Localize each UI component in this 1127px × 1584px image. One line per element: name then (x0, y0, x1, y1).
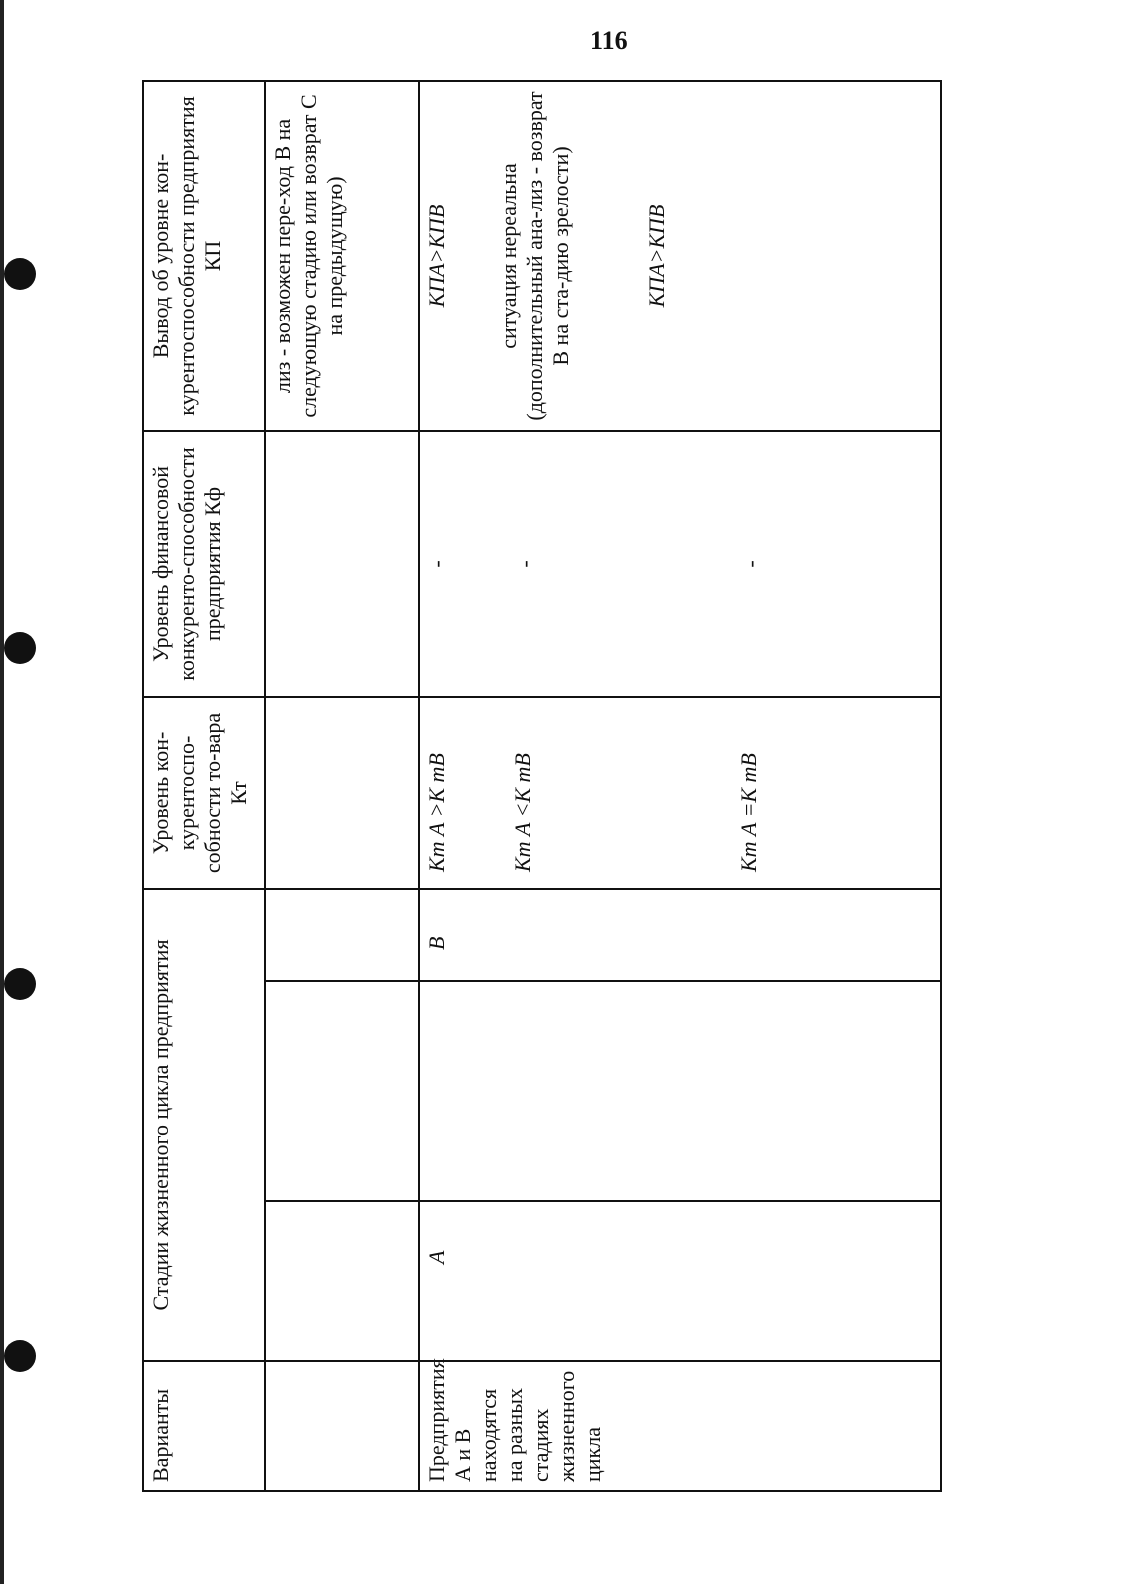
empty-cell (265, 1361, 419, 1491)
empty-cell (265, 431, 419, 697)
empty-cell (265, 981, 419, 1201)
product-value: Кт A <К тB (509, 753, 535, 872)
punch-hole (4, 968, 36, 1000)
header-variants: Варианты (143, 1361, 265, 1491)
empty-cell (265, 1201, 419, 1361)
header-product-level: Уровень кон-курентоспо-собности то-вара Кт (143, 697, 265, 889)
stage-middle (419, 981, 941, 1201)
header-conclusion: Вывод об уровне кон-курентоспособности предприятия КП (143, 81, 265, 431)
competitiveness-table (142, 80, 942, 1492)
product-value: Кт A >К тB (424, 753, 449, 872)
rotated-table (142, 82, 942, 1492)
punch-hole (4, 632, 36, 664)
empty-cell (265, 697, 419, 889)
variant-label: Предприятия А и В находятся на разных стадиях жизненного цикла (419, 1361, 941, 1491)
empty-cell (265, 889, 419, 981)
financial-value: - (511, 560, 537, 568)
product-level-cell (419, 697, 941, 889)
header-lifecycle: Стадии жизненного цикла предприятия (143, 889, 265, 1361)
continuation-text: лиз - возможен пере-ход В на следующую стадию или возврат С на предыдущую) (265, 81, 419, 431)
conclusion-cell (419, 81, 941, 431)
punch-hole (4, 1340, 36, 1372)
conclusion-value: КПA>КПB (424, 204, 449, 308)
financial-value: - (737, 560, 763, 568)
conclusion-value: ситуация нереальна (дополнительный ана-лиз - возврат В на ста-дию зрелости) (495, 91, 573, 421)
binding-edge (0, 0, 4, 1584)
punch-hole (4, 258, 36, 290)
header-financial-level: Уровень финансовой конкуренто-способности предприятия Кф (143, 431, 265, 697)
stage-a: A (419, 1201, 941, 1361)
page-number: 116 (590, 26, 628, 55)
conclusion-value: КПA>КПB (643, 204, 669, 308)
stage-b: B (419, 889, 941, 981)
financial-level-cell (419, 431, 941, 697)
product-value: Кт A =К тB (735, 753, 761, 872)
financial-value: - (424, 560, 449, 568)
